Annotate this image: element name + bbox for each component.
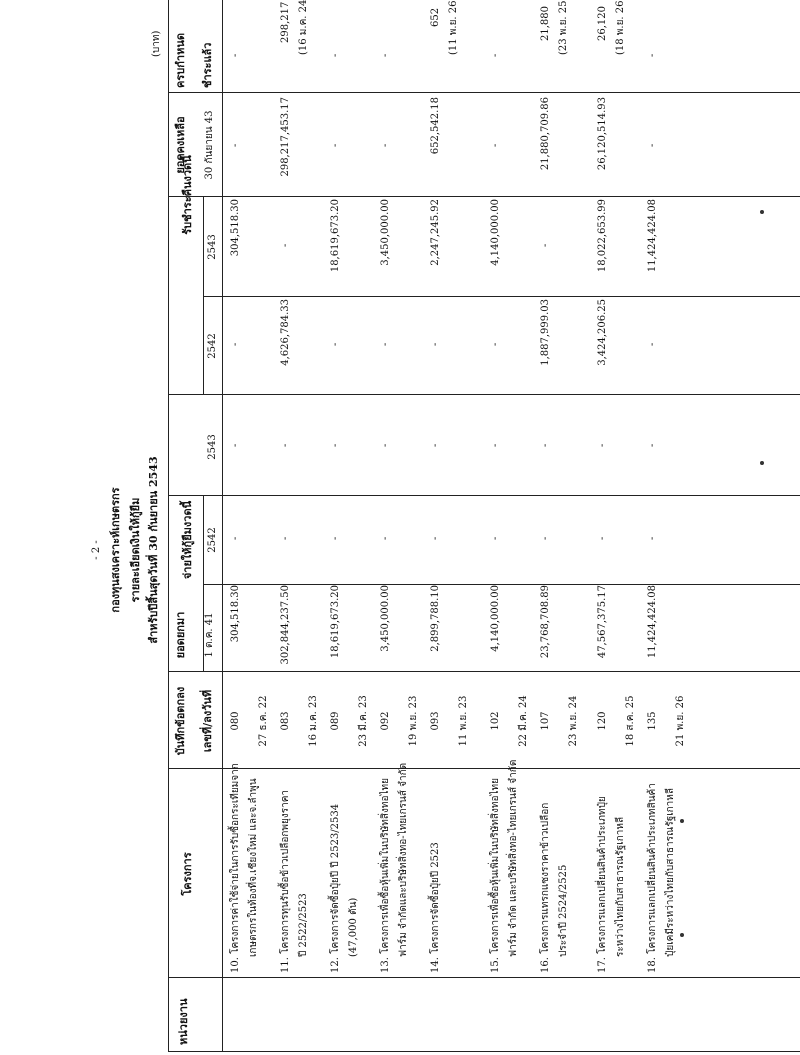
row-balance-end: 298,217,453.17 bbox=[280, 97, 291, 177]
row-memo-date: 22 มี.ค. 24 bbox=[518, 695, 529, 747]
row-balance-end: - bbox=[230, 143, 241, 147]
row-project-cont: (47,000 ตัน) bbox=[348, 897, 359, 957]
row-memo-no: 092 bbox=[380, 711, 391, 731]
row-lent-2542: - bbox=[490, 536, 501, 540]
row-due-amount: - bbox=[647, 53, 658, 57]
row-repaid-2543: 3,450,000.00 bbox=[380, 199, 391, 266]
row-lent-2542: - bbox=[430, 536, 441, 540]
col-header-memo-date: เลขที่/ลงวันที่ bbox=[201, 689, 214, 753]
scan-artifact bbox=[760, 210, 764, 214]
row-project: 16. โครงการแทรกแซงราคาข้าวเปลือก bbox=[540, 802, 551, 973]
row-memo-no: 120 bbox=[597, 711, 608, 731]
row-balance-start: 302,844,237.50 bbox=[280, 585, 291, 665]
row-repaid-2543: 11,424,424.08 bbox=[647, 199, 658, 273]
row-lent-2543: - bbox=[490, 443, 501, 447]
header-bottom-rule bbox=[222, 0, 223, 1052]
row-repaid-2542: - bbox=[330, 342, 341, 346]
col-header-repaid: รับชำระคืนงวดนี้ bbox=[181, 155, 194, 235]
row-memo-no: 083 bbox=[280, 711, 291, 731]
col-rule bbox=[168, 495, 800, 496]
row-project-cont: ปี 2522/2523 bbox=[298, 893, 309, 957]
row-lent-2543: - bbox=[430, 443, 441, 447]
col-rule bbox=[168, 92, 800, 93]
row-project: 15. โครงการเพื่อซื้อหุ้นเพิ่มในบริษัทสิ่งทอไทย bbox=[490, 778, 501, 973]
col-rule bbox=[168, 671, 800, 672]
table-top-border bbox=[168, 0, 169, 1052]
col-rule bbox=[203, 584, 800, 585]
scan-artifact bbox=[680, 819, 684, 823]
row-memo-no: 093 bbox=[430, 711, 441, 731]
col-header-due: ครบกำหนด bbox=[174, 33, 187, 88]
row-due-date: (18 พ.ย. 26 bbox=[615, 0, 626, 55]
row-balance-end: 26,120,514.93 bbox=[597, 97, 608, 171]
row-repaid-2542: - bbox=[647, 342, 658, 346]
row-balance-start: 3,450,000.00 bbox=[380, 585, 391, 652]
col-header-balance-end: ยอดคงเหลือ bbox=[174, 116, 187, 174]
row-memo-no: 102 bbox=[490, 711, 501, 731]
row-lent-2543: - bbox=[330, 443, 341, 447]
row-lent-2542: - bbox=[380, 536, 391, 540]
row-due-amount: - bbox=[230, 53, 241, 57]
row-due-date: (23 พ.ย. 25 bbox=[558, 0, 569, 55]
col-header-lent-2543: 2543 bbox=[207, 434, 218, 460]
row-repaid-2543: - bbox=[280, 243, 291, 247]
col-rule bbox=[203, 296, 800, 297]
col-header-agency: หน่วยงาน bbox=[177, 998, 190, 1045]
row-balance-end: - bbox=[330, 143, 341, 147]
row-repaid-2543: 304,518.30 bbox=[230, 199, 241, 257]
row-repaid-2543: 18,619,673.20 bbox=[330, 199, 341, 273]
row-repaid-2543: 4,140,000.00 bbox=[490, 199, 501, 266]
row-memo-date: 21 พ.ย. 26 bbox=[675, 695, 686, 747]
row-memo-date: 27 ธ.ค. 22 bbox=[258, 695, 269, 747]
row-lent-2542: - bbox=[540, 536, 551, 540]
row-due-date: (11 พ.ย. 26 bbox=[448, 0, 459, 55]
row-project: 17. โครงการแลกเปลี่ยนสินค้าประเภทปุ๋ย bbox=[597, 796, 608, 973]
row-repaid-2542: 4,626,784.33 bbox=[280, 299, 291, 366]
row-project-cont: ฟาร์ม จำกัดและบริษัทสิ่งทอ-ไทยเกรนส์ จำกัด bbox=[398, 762, 409, 957]
col-rule bbox=[168, 977, 800, 978]
row-project-cont: เกษตรกรในท้องที่จ.เชียงใหม่ และจ.ลำพูน bbox=[248, 778, 259, 957]
row-memo-no: 089 bbox=[330, 711, 341, 731]
row-repaid-2542: 3,424,206.25 bbox=[597, 299, 608, 366]
row-project-cont: ปุ๋ยเคมีระหว่างไทยกับสาธารณรัฐเกาหลี bbox=[665, 787, 676, 957]
col-rule bbox=[168, 394, 800, 395]
row-due-amount: 652 bbox=[430, 7, 441, 27]
col-header-balance-end-date: 30 กันยายน 43 bbox=[204, 110, 215, 180]
col-header-due-paid: ชำระแล้ว bbox=[201, 42, 214, 88]
row-balance-start: 23,768,708.89 bbox=[540, 585, 551, 659]
row-balance-end: - bbox=[647, 143, 658, 147]
row-lent-2542: - bbox=[330, 536, 341, 540]
row-due-amount: - bbox=[490, 53, 501, 57]
row-lent-2542: - bbox=[280, 536, 291, 540]
row-project: 13. โครงการเพื่อซื้อหุ้นเพิ่มในบริษัทสิ่งทอไทย bbox=[380, 778, 391, 973]
row-memo-date: 19 พ.ย. 23 bbox=[408, 695, 419, 747]
col-header-repaid-2542: 2542 bbox=[207, 333, 218, 359]
row-due-amount: 26,120 bbox=[597, 6, 608, 41]
row-repaid-2542: - bbox=[430, 342, 441, 346]
row-repaid-2543: 2,247,245.92 bbox=[430, 199, 441, 266]
row-project: 14. โครงการจัดซื้อปุ๋ยปี 2523 bbox=[430, 842, 441, 973]
row-project: 10. โครงการค่าใช้จ่ายในการรับซื้อกระเทียมจาก bbox=[230, 763, 241, 973]
row-lent-2543: - bbox=[647, 443, 658, 447]
col-header-repaid-2543: 2543 bbox=[207, 234, 218, 260]
row-balance-start: 4,140,000.00 bbox=[490, 585, 501, 652]
row-lent-2542: - bbox=[647, 536, 658, 540]
scan-artifact bbox=[760, 461, 764, 465]
row-lent-2542: - bbox=[597, 536, 608, 540]
row-memo-date: 23 พ.ย. 24 bbox=[568, 695, 579, 747]
unit-label: (บาท) bbox=[151, 30, 162, 57]
row-due-date: (16 ม.ค. 24 bbox=[298, 0, 309, 55]
row-due-amount: - bbox=[330, 53, 341, 57]
row-memo-date: 16 ม.ค. 23 bbox=[308, 695, 319, 747]
row-balance-end: - bbox=[380, 143, 391, 147]
col-header-balance-start-date: 1 ต.ค. 41 bbox=[204, 612, 215, 658]
col-rule bbox=[168, 1051, 800, 1052]
col-rule bbox=[168, 768, 800, 769]
row-lent-2543: - bbox=[597, 443, 608, 447]
row-balance-start: 11,424,424.08 bbox=[647, 585, 658, 659]
row-due-amount: - bbox=[380, 53, 391, 57]
report-title: รายละเอียดเงินให้กู้ยืม bbox=[129, 497, 142, 603]
row-lent-2543: - bbox=[230, 443, 241, 447]
row-project: 11. โครงการทุนรับซื้อข้าวเปลือกพยุงราคา bbox=[280, 789, 291, 973]
col-header-memo: บันทึกข้อตกลง bbox=[174, 686, 187, 756]
row-balance-start: 304,518.30 bbox=[230, 585, 241, 643]
report-org: กองทุนสงเคราะห์เกษตรกร bbox=[109, 487, 122, 613]
row-memo-date: 11 พ.ย. 23 bbox=[458, 695, 469, 747]
row-memo-date: 23 มี.ค. 23 bbox=[358, 695, 369, 747]
row-balance-start: 47,567,375.17 bbox=[597, 585, 608, 659]
row-lent-2542: - bbox=[230, 536, 241, 540]
row-project: 18. โครงการแลกเปลี่ยนสินค้าประเภทสินค้า bbox=[647, 783, 658, 973]
row-project-cont: ฟาร์ม จำกัด และบริษัทสิ่งทอ-ไทยเกรนส์ จำกัด bbox=[508, 759, 519, 957]
row-memo-no: 107 bbox=[540, 711, 551, 731]
row-due-amount: 298,217 bbox=[280, 1, 291, 43]
row-repaid-2542: 1,887,999.03 bbox=[540, 299, 551, 366]
row-repaid-2543: - bbox=[540, 243, 551, 247]
row-balance-end: - bbox=[490, 143, 501, 147]
row-project-cont: ระหว่างไทยกับสาธารณรัฐเกาหลี bbox=[615, 816, 626, 957]
row-lent-2543: - bbox=[540, 443, 551, 447]
col-header-balance-start: ยอดยกมา bbox=[174, 611, 187, 659]
col-rule bbox=[168, 196, 800, 197]
row-due-amount: 21,880 bbox=[540, 6, 551, 41]
row-memo-no: 080 bbox=[230, 711, 241, 731]
row-balance-start: 18,619,673.20 bbox=[330, 585, 341, 659]
row-project: 12. โครงการจัดซื้อปุ๋ยปี ปี 2523/2534 bbox=[330, 803, 341, 973]
row-repaid-2543: 18,022,653.99 bbox=[597, 199, 608, 273]
row-repaid-2542: - bbox=[490, 342, 501, 346]
row-balance-end: 21,880,709.86 bbox=[540, 97, 551, 171]
col-header-project: โครงการ bbox=[181, 852, 194, 896]
row-project-cont: ประจำปี 2524/2525 bbox=[558, 864, 569, 957]
row-lent-2543: - bbox=[380, 443, 391, 447]
scan-artifact bbox=[680, 933, 684, 937]
row-repaid-2542: - bbox=[380, 342, 391, 346]
row-balance-end: 652,542.18 bbox=[430, 97, 441, 155]
page-number: - 2 - bbox=[91, 540, 102, 560]
report-period: สำหรับปีสิ้นสุดวันที่ 30 กันยายน 2543 bbox=[147, 456, 160, 644]
row-balance-start: 2,899,788.10 bbox=[430, 585, 441, 652]
row-memo-date: 18 ส.ค. 25 bbox=[625, 695, 636, 747]
col-header-lent: จ่ายให้กู้ยืมงวดนี้ bbox=[181, 500, 194, 580]
row-repaid-2542: - bbox=[230, 342, 241, 346]
row-lent-2543: - bbox=[280, 443, 291, 447]
col-header-lent-2542: 2542 bbox=[207, 527, 218, 553]
row-memo-no: 135 bbox=[647, 711, 658, 731]
